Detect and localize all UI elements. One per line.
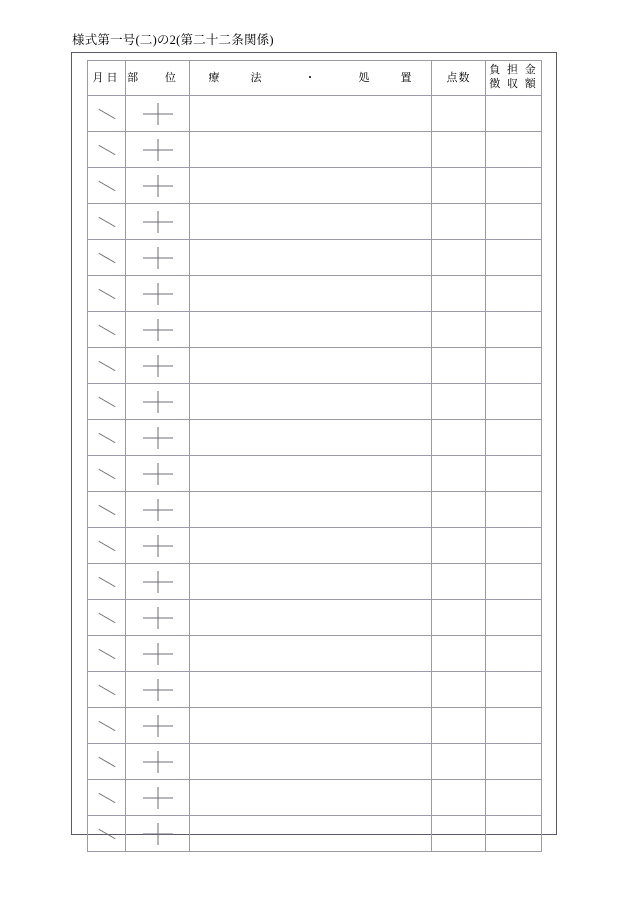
table-row: [88, 240, 542, 276]
cell-points[interactable]: [432, 276, 486, 312]
table-row: [88, 96, 542, 132]
cell-points[interactable]: [432, 168, 486, 204]
cell-part[interactable]: [126, 420, 190, 456]
cell-points[interactable]: [432, 672, 486, 708]
body-diagram-cross-icon: [157, 715, 158, 737]
cell-date[interactable]: [88, 132, 126, 168]
cell-part[interactable]: [126, 312, 190, 348]
date-slash-icon: [98, 648, 115, 658]
treatment-record-table: [87, 60, 542, 852]
body-diagram-cross-icon: [157, 247, 158, 269]
cell-points[interactable]: [432, 528, 486, 564]
treatment-header-char-1: 療: [208, 71, 221, 84]
body-diagram-cross-icon: [157, 139, 158, 161]
cell-date[interactable]: [88, 492, 126, 528]
cell-amount[interactable]: [486, 456, 542, 492]
cell-points[interactable]: [432, 816, 486, 852]
date-slash-icon: [98, 504, 115, 514]
treatment-header-char-2: 法: [250, 71, 263, 84]
cell-treatment[interactable]: [190, 744, 432, 780]
cell-points[interactable]: [432, 564, 486, 600]
body-diagram-cross-icon: [157, 283, 158, 305]
cell-points[interactable]: [432, 204, 486, 240]
date-slash-icon: [98, 540, 115, 550]
cell-amount[interactable]: [486, 276, 542, 312]
body-diagram-cross-icon: [157, 463, 158, 485]
cell-date[interactable]: [88, 636, 126, 672]
cell-treatment[interactable]: [190, 780, 432, 816]
cell-treatment[interactable]: [190, 816, 432, 852]
cell-date[interactable]: [88, 312, 126, 348]
date-slash-icon: [98, 576, 115, 586]
date-slash-icon: [98, 720, 115, 730]
cell-amount[interactable]: [486, 780, 542, 816]
cell-points[interactable]: [432, 348, 486, 384]
body-diagram-cross-icon: [157, 103, 158, 125]
cell-part[interactable]: [126, 132, 190, 168]
table-row: [88, 384, 542, 420]
cell-amount[interactable]: [486, 744, 542, 780]
treatment-header-char-3: 処: [358, 71, 371, 84]
cell-date[interactable]: [88, 528, 126, 564]
cell-points[interactable]: [432, 132, 486, 168]
date-slash-icon: [98, 216, 115, 226]
table-row: [88, 456, 542, 492]
table-header: [88, 61, 542, 96]
cell-date[interactable]: [88, 240, 126, 276]
cell-date[interactable]: [88, 204, 126, 240]
cell-treatment[interactable]: [190, 636, 432, 672]
date-slash-icon: [98, 468, 115, 478]
cell-treatment[interactable]: [190, 348, 432, 384]
cell-date[interactable]: [88, 708, 126, 744]
cell-date[interactable]: [88, 780, 126, 816]
cell-part[interactable]: [126, 168, 190, 204]
cell-points[interactable]: [432, 636, 486, 672]
table-row: [88, 780, 542, 816]
cell-date[interactable]: [88, 384, 126, 420]
table-row: [88, 672, 542, 708]
body-diagram-cross-icon: [157, 751, 158, 773]
cell-part[interactable]: [126, 384, 190, 420]
cell-part[interactable]: [126, 348, 190, 384]
table-row: [88, 420, 542, 456]
body-diagram-cross-icon: [157, 679, 158, 701]
cell-treatment[interactable]: [190, 564, 432, 600]
cell-part[interactable]: [126, 600, 190, 636]
cell-amount[interactable]: [486, 132, 542, 168]
cell-date[interactable]: [88, 672, 126, 708]
cell-treatment[interactable]: [190, 276, 432, 312]
cell-part[interactable]: [126, 204, 190, 240]
cell-amount[interactable]: [486, 312, 542, 348]
cell-treatment[interactable]: [190, 420, 432, 456]
column-header-date: 月日: [88, 61, 126, 96]
body-diagram-cross-icon: [157, 319, 158, 341]
table-row: [88, 528, 542, 564]
cell-treatment[interactable]: [190, 600, 432, 636]
cell-date[interactable]: [88, 348, 126, 384]
cell-points[interactable]: [432, 492, 486, 528]
cell-date[interactable]: [88, 456, 126, 492]
date-slash-icon: [98, 144, 115, 154]
cell-date[interactable]: [88, 420, 126, 456]
table-row: [88, 204, 542, 240]
cell-part[interactable]: [126, 276, 190, 312]
body-diagram-cross-icon: [157, 499, 158, 521]
cell-amount[interactable]: [486, 168, 542, 204]
table-body: [88, 96, 542, 852]
cell-amount[interactable]: [486, 528, 542, 564]
cell-date[interactable]: [88, 168, 126, 204]
table-row: [88, 492, 542, 528]
cell-treatment[interactable]: [190, 492, 432, 528]
table-row: [88, 600, 542, 636]
cell-amount[interactable]: [486, 204, 542, 240]
date-slash-icon: [98, 756, 115, 766]
cell-amount[interactable]: [486, 384, 542, 420]
date-slash-icon: [98, 108, 115, 118]
table-row: [88, 744, 542, 780]
cell-amount[interactable]: [486, 240, 542, 276]
date-slash-icon: [98, 612, 115, 622]
cell-part[interactable]: [126, 240, 190, 276]
column-header-treatment: [190, 61, 432, 96]
date-slash-icon: [98, 828, 115, 838]
body-diagram-cross-icon: [157, 607, 158, 629]
cell-amount[interactable]: [486, 348, 542, 384]
table-header-row: [88, 61, 542, 96]
cell-part[interactable]: [126, 492, 190, 528]
body-diagram-cross-icon: [157, 535, 158, 557]
cell-amount[interactable]: [486, 600, 542, 636]
body-diagram-cross-icon: [157, 211, 158, 233]
date-slash-icon: [98, 792, 115, 802]
table-row: [88, 168, 542, 204]
body-diagram-cross-icon: [157, 355, 158, 377]
table-row: [88, 708, 542, 744]
cell-part[interactable]: [126, 96, 190, 132]
cell-date[interactable]: [88, 96, 126, 132]
table-row: [88, 636, 542, 672]
cell-amount[interactable]: [486, 816, 542, 852]
cell-points[interactable]: [432, 708, 486, 744]
date-slash-icon: [98, 324, 115, 334]
cell-treatment[interactable]: [190, 168, 432, 204]
cell-date[interactable]: [88, 276, 126, 312]
treatment-header-dot: ・: [304, 71, 317, 84]
cell-points[interactable]: [432, 780, 486, 816]
cell-points[interactable]: [432, 600, 486, 636]
cell-date[interactable]: [88, 564, 126, 600]
date-slash-icon: [98, 684, 115, 694]
date-slash-icon: [98, 396, 115, 406]
date-slash-icon: [98, 432, 115, 442]
cell-points[interactable]: [432, 384, 486, 420]
body-diagram-cross-icon: [157, 643, 158, 665]
column-header-part: 部 位: [126, 61, 190, 96]
table-row: [88, 564, 542, 600]
date-slash-icon: [98, 252, 115, 262]
body-diagram-cross-icon: [157, 571, 158, 593]
cell-points[interactable]: [432, 456, 486, 492]
cell-part[interactable]: [126, 816, 190, 852]
amount-header-line-2: 徴 収 額: [489, 78, 538, 90]
body-diagram-cross-icon: [157, 427, 158, 449]
table-row: [88, 132, 542, 168]
cell-date[interactable]: [88, 744, 126, 780]
cell-part[interactable]: [126, 744, 190, 780]
body-diagram-cross-icon: [157, 787, 158, 809]
cell-part[interactable]: [126, 780, 190, 816]
cell-treatment[interactable]: [190, 672, 432, 708]
cell-amount[interactable]: [486, 96, 542, 132]
cell-points[interactable]: [432, 420, 486, 456]
cell-treatment[interactable]: [190, 708, 432, 744]
cell-points[interactable]: [432, 312, 486, 348]
cell-amount[interactable]: [486, 492, 542, 528]
cell-treatment[interactable]: [190, 96, 432, 132]
cell-part[interactable]: [126, 708, 190, 744]
cell-treatment[interactable]: [190, 384, 432, 420]
cell-amount[interactable]: [486, 672, 542, 708]
table-row: [88, 348, 542, 384]
amount-header-line-1: 負 担 金: [489, 64, 538, 77]
cell-points[interactable]: [432, 744, 486, 780]
cell-treatment[interactable]: [190, 132, 432, 168]
table-row: [88, 276, 542, 312]
column-header-points: 点数: [432, 61, 486, 96]
table-row: [88, 816, 542, 852]
cell-treatment[interactable]: [190, 204, 432, 240]
cell-amount[interactable]: [486, 708, 542, 744]
page-title: 様式第一号(二)の2(第二十二条関係): [72, 33, 274, 47]
column-header-amount: [486, 61, 542, 96]
cell-date[interactable]: [88, 600, 126, 636]
treatment-header-char-4: 置: [400, 71, 413, 84]
date-slash-icon: [98, 288, 115, 298]
cell-date[interactable]: [88, 816, 126, 852]
cell-part[interactable]: [126, 456, 190, 492]
date-slash-icon: [98, 180, 115, 190]
cell-amount[interactable]: [486, 564, 542, 600]
cell-treatment[interactable]: [190, 312, 432, 348]
date-slash-icon: [98, 360, 115, 370]
cell-points[interactable]: [432, 96, 486, 132]
cell-amount[interactable]: [486, 420, 542, 456]
cell-part[interactable]: [126, 564, 190, 600]
cell-points[interactable]: [432, 240, 486, 276]
cell-part[interactable]: [126, 636, 190, 672]
cell-part[interactable]: [126, 528, 190, 564]
body-diagram-cross-icon: [157, 823, 158, 845]
cell-treatment[interactable]: [190, 240, 432, 276]
cell-part[interactable]: [126, 672, 190, 708]
cell-amount[interactable]: [486, 636, 542, 672]
cell-treatment[interactable]: [190, 456, 432, 492]
table-row: [88, 312, 542, 348]
cell-treatment[interactable]: [190, 528, 432, 564]
body-diagram-cross-icon: [157, 391, 158, 413]
body-diagram-cross-icon: [157, 175, 158, 197]
